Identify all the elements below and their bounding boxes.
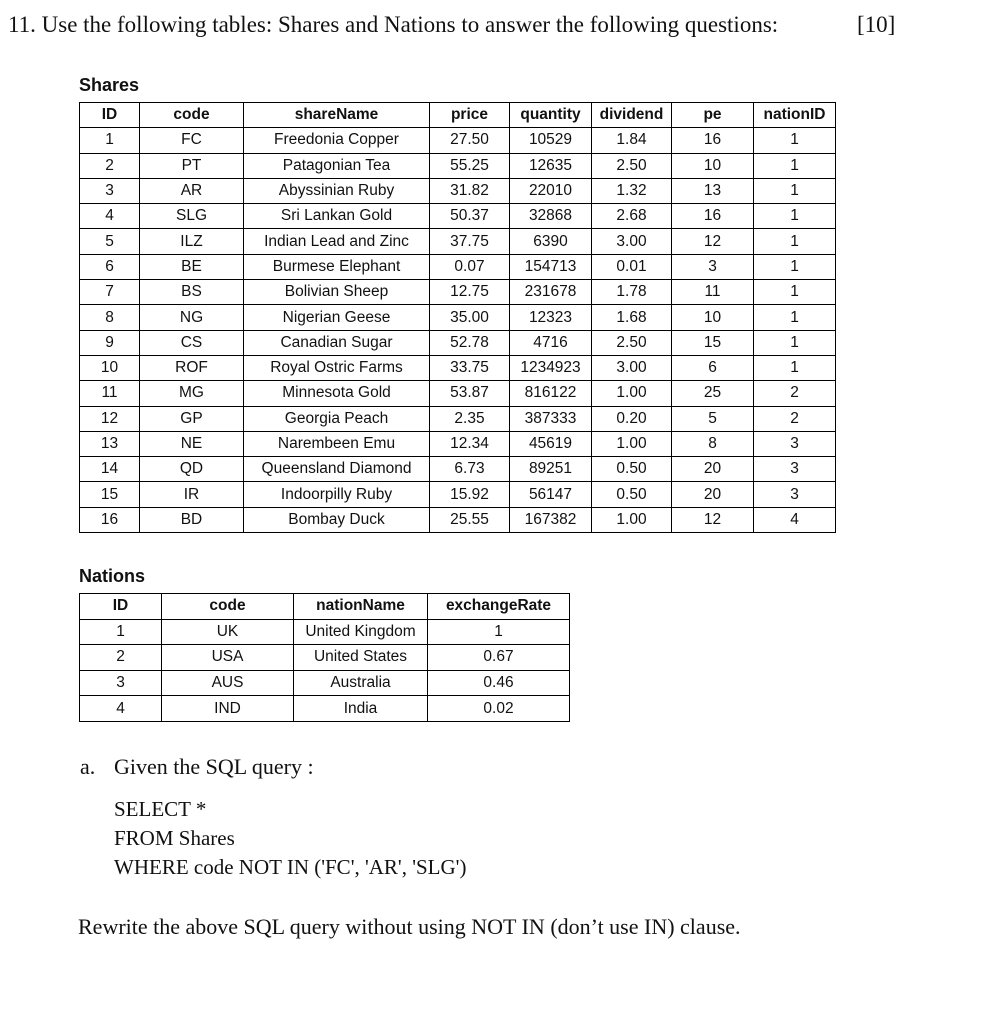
table-cell: 6 [672,355,754,380]
table-cell: 2.50 [592,330,672,355]
table-cell: 2 [754,406,836,431]
part-letter: a. [80,754,96,779]
shares-row [80,204,836,229]
table-cell: PT [140,153,244,178]
table-cell: AR [140,178,244,203]
table-cell: Australia [294,670,428,696]
table-cell: 6.73 [430,457,510,482]
rewrite-instruction: Rewrite the above SQL query without using NOT IN (don’t use IN) clause. [78,914,741,939]
table-cell: 1 [80,619,162,645]
table-cell: 12 [672,507,754,532]
table-cell: 22010 [510,178,592,203]
nations-header-row [80,594,570,620]
table-cell: 1.78 [592,280,672,305]
table-cell: Bombay Duck [244,507,430,532]
table-cell: MG [140,381,244,406]
table-cell: 3 [672,254,754,279]
shares-table [79,102,836,533]
table-cell: 8 [80,305,140,330]
table-cell: 2 [80,153,140,178]
nations-row [80,645,570,671]
table-cell: 0.50 [592,482,672,507]
table-cell: 8 [672,431,754,456]
table-cell: BS [140,280,244,305]
table-cell: 13 [672,178,754,203]
part-a-prompt-text: Given the SQL query : [114,754,314,779]
table-cell: Indian Lead and Zinc [244,229,430,254]
table-cell: 27.50 [430,128,510,153]
table-cell: 1.00 [592,381,672,406]
table-cell: 1 [754,153,836,178]
table-cell: 20 [672,457,754,482]
table-cell: 10 [672,305,754,330]
table-cell: 0.67 [428,645,570,671]
table-cell: 0.02 [428,696,570,722]
sql-line-where: WHERE code NOT IN ('FC', 'AR', 'SLG') [114,855,467,879]
column-header: code [140,103,244,128]
table-cell: 32868 [510,204,592,229]
table-cell: Queensland Diamond [244,457,430,482]
table-cell: 12323 [510,305,592,330]
table-cell: 0.50 [592,457,672,482]
table-cell: 12.75 [430,280,510,305]
table-cell: AUS [162,670,294,696]
table-cell: NG [140,305,244,330]
table-cell: 9 [80,330,140,355]
table-cell: 3.00 [592,229,672,254]
table-cell: 10529 [510,128,592,153]
column-header: exchangeRate [428,594,570,620]
table-cell: 1 [754,178,836,203]
shares-row [80,128,836,153]
column-header: quantity [510,103,592,128]
shares-row [80,431,836,456]
table-cell: ILZ [140,229,244,254]
shares-header-row [80,103,836,128]
column-header: code [162,594,294,620]
table-cell: NE [140,431,244,456]
column-header: price [430,103,510,128]
table-cell: 3 [80,178,140,203]
table-cell: 55.25 [430,153,510,178]
column-header: nationID [754,103,836,128]
shares-row [80,355,836,380]
table-cell: 154713 [510,254,592,279]
nations-table [79,593,570,722]
column-header: nationName [294,594,428,620]
shares-row [80,406,836,431]
table-cell: 0.46 [428,670,570,696]
table-cell: Georgia Peach [244,406,430,431]
table-cell: BE [140,254,244,279]
table-cell: 16 [672,204,754,229]
table-cell: 1 [754,330,836,355]
shares-row [80,507,836,532]
table-cell: 13 [80,431,140,456]
table-cell: 3.00 [592,355,672,380]
table-cell: 3 [754,482,836,507]
table-cell: 0.07 [430,254,510,279]
column-header: ID [80,103,140,128]
table-cell: 387333 [510,406,592,431]
table-cell: 16 [80,507,140,532]
shares-row [80,254,836,279]
question-marks: [10] [857,12,896,37]
table-cell: 15.92 [430,482,510,507]
table-cell: 1 [754,305,836,330]
table-cell: Indoorpilly Ruby [244,482,430,507]
table-cell: 2.50 [592,153,672,178]
table-cell: Bolivian Sheep [244,280,430,305]
table-cell: 1 [754,254,836,279]
shares-row [80,305,836,330]
table-cell: 0.20 [592,406,672,431]
table-cell: 4 [80,696,162,722]
table-cell: 20 [672,482,754,507]
table-cell: 37.75 [430,229,510,254]
shares-table-label: Shares [79,75,140,95]
column-header: ID [80,594,162,620]
table-cell: 15 [80,482,140,507]
table-cell: 12.34 [430,431,510,456]
table-cell: 0.01 [592,254,672,279]
nations-row [80,619,570,645]
question-title: 11. Use the following tables: Shares and Nations to answer the following questions: [8,12,779,37]
table-cell: GP [140,406,244,431]
shares-row [80,153,836,178]
table-cell: Abyssinian Ruby [244,178,430,203]
table-cell: 1.84 [592,128,672,153]
table-cell: 11 [672,280,754,305]
table-cell: 12 [672,229,754,254]
table-cell: 1.00 [592,431,672,456]
table-cell: 7 [80,280,140,305]
nations-row [80,670,570,696]
table-cell: 3 [754,457,836,482]
table-cell: 2.68 [592,204,672,229]
table-cell: 3 [754,431,836,456]
table-cell: Minnesota Gold [244,381,430,406]
table-cell: SLG [140,204,244,229]
shares-row [80,280,836,305]
table-cell: 25 [672,381,754,406]
table-cell: 816122 [510,381,592,406]
table-cell: Patagonian Tea [244,153,430,178]
table-cell: USA [162,645,294,671]
table-cell: BD [140,507,244,532]
table-cell: 1 [754,280,836,305]
table-cell: 4 [754,507,836,532]
table-cell: 45619 [510,431,592,456]
table-cell: 2 [754,381,836,406]
table-cell: 16 [672,128,754,153]
table-cell: 1 [754,204,836,229]
table-cell: Royal Ostric Farms [244,355,430,380]
table-cell: 1234923 [510,355,592,380]
table-cell: 12635 [510,153,592,178]
shares-row [80,457,836,482]
table-cell: 3 [80,670,162,696]
shares-row [80,229,836,254]
table-cell: Freedonia Copper [244,128,430,153]
column-header: pe [672,103,754,128]
table-cell: Canadian Sugar [244,330,430,355]
table-cell: 12 [80,406,140,431]
table-cell: United Kingdom [294,619,428,645]
table-cell: Nigerian Geese [244,305,430,330]
table-cell: United States [294,645,428,671]
table-cell: UK [162,619,294,645]
table-cell: 15 [672,330,754,355]
table-cell: India [294,696,428,722]
table-cell: 1.00 [592,507,672,532]
table-cell: 14 [80,457,140,482]
table-cell: 10 [672,153,754,178]
shares-row [80,330,836,355]
table-cell: FC [140,128,244,153]
table-cell: IR [140,482,244,507]
nations-table-label: Nations [79,566,146,586]
table-cell: CS [140,330,244,355]
table-cell: 2 [80,645,162,671]
table-cell: 1.68 [592,305,672,330]
table-cell: 33.75 [430,355,510,380]
table-cell: 5 [80,229,140,254]
table-cell: 4716 [510,330,592,355]
table-cell: 1 [428,619,570,645]
table-cell: 31.82 [430,178,510,203]
table-cell: 231678 [510,280,592,305]
shares-row [80,482,836,507]
table-cell: 10 [80,355,140,380]
table-cell: 56147 [510,482,592,507]
table-cell: QD [140,457,244,482]
table-cell: 6 [80,254,140,279]
sql-line-from: FROM Shares [114,826,235,850]
table-cell: Sri Lankan Gold [244,204,430,229]
table-cell: 53.87 [430,381,510,406]
part-a-prompt [80,754,314,780]
table-cell: 1 [754,355,836,380]
table-cell: 89251 [510,457,592,482]
table-cell: 1 [754,229,836,254]
column-header: shareName [244,103,430,128]
shares-row [80,178,836,203]
nations-row [80,696,570,722]
table-cell: 1 [754,128,836,153]
table-cell: Burmese Elephant [244,254,430,279]
column-header: dividend [592,103,672,128]
table-cell: 52.78 [430,330,510,355]
table-cell: 5 [672,406,754,431]
table-cell: 4 [80,204,140,229]
table-cell: 11 [80,381,140,406]
table-cell: 50.37 [430,204,510,229]
table-cell: Narembeen Emu [244,431,430,456]
table-cell: IND [162,696,294,722]
table-cell: 25.55 [430,507,510,532]
sql-line-select: SELECT * [114,797,207,821]
table-cell: 1 [80,128,140,153]
table-cell: ROF [140,355,244,380]
shares-row [80,381,836,406]
table-cell: 1.32 [592,178,672,203]
table-cell: 35.00 [430,305,510,330]
table-cell: 6390 [510,229,592,254]
table-cell: 167382 [510,507,592,532]
table-cell: 2.35 [430,406,510,431]
